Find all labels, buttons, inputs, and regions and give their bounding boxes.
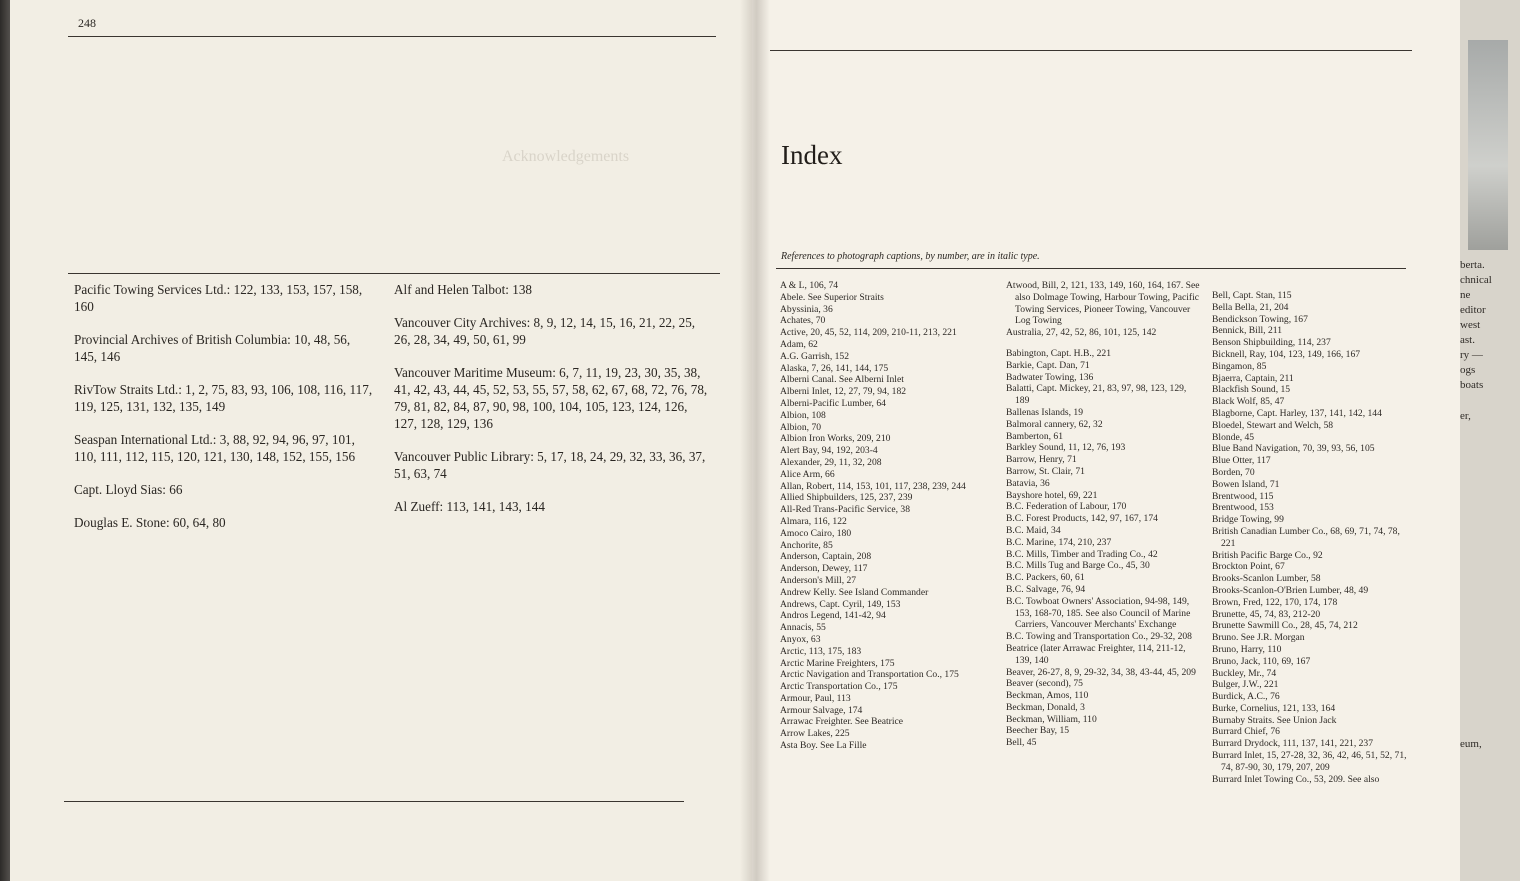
index-entry: Bendickson Towing, 167 [1212, 313, 1308, 325]
index-entry: B.C. Maid, 34 [1006, 524, 1061, 536]
index-entry: Bamberton, 61 [1006, 430, 1064, 442]
index-entry: Alaska, 7, 26, 141, 144, 175 [780, 362, 889, 374]
index-entry: Bruno, Harry, 110 [1212, 643, 1282, 655]
index-entry: Badwater Towing, 136 [1006, 371, 1094, 383]
index-entry: Albion Iron Works, 209, 210 [780, 433, 891, 445]
index-entry: Arctic Navigation and Transportation Co., 175 [780, 669, 959, 681]
index-entry: Bell, 45 [1006, 737, 1037, 749]
index-entry: Allan, Robert, 114, 153, 101, 117, 238, 239, 244 [780, 480, 966, 492]
credit-entry: Provincial Archives of British Columbia: 10, 48, 56, 145, 146 [74, 332, 351, 364]
index-entry: Bridge Towing, 99 [1212, 514, 1284, 526]
index-entry: Bjaerra, Captain, 211 [1212, 372, 1294, 384]
index-entry: Allied Shipbuilders, 125, 237, 239 [780, 492, 913, 504]
index-entry: Barkley Sound, 11, 12, 76, 193 [1006, 442, 1126, 454]
edge-text-fragment-2: er, [1460, 410, 1471, 422]
index-entry: Armour, Paul, 113 [780, 692, 851, 704]
index-column-2 [1006, 280, 1202, 749]
index-entry: Beaver, 26-27, 8, 9, 29-32, 34, 38, 43-44, 45, 209 [1006, 666, 1196, 678]
index-entry: Brentwood, 153 [1212, 502, 1274, 514]
index-entry: Beckman, William, 110 [1006, 713, 1097, 725]
index-column-1 [780, 280, 998, 752]
credit-entry: RivTow Straits Ltd.: 1, 2, 75, 83, 93, 106, 108, 116, 117, 119, 125, 131, 132, 135, 149 [74, 382, 373, 414]
edge-text-fragment-3: eum, [1460, 738, 1482, 750]
index-entry: British Pacific Barge Co., 92 [1212, 549, 1323, 561]
index-entry: Burrard Inlet Towing Co., 53, 209. See also [1212, 773, 1380, 785]
index-entry: Blue Band Navigation, 70, 39, 93, 56, 105 [1212, 443, 1375, 455]
edge-text-fragment: berta. chnical ne editor west ast. ry — ogs boats [1460, 259, 1492, 391]
credit-entry: Vancouver Maritime Museum: 6, 7, 11, 19, 23, 30, 35, 38, 41, 42, 43, 44, 45, 52, 53, 55, 57, 58, 62, 67, 68, 72, 76, 78, 79, 81, 82, 84, 87, 90, 98, 100, 104, 105, 123, 124, 126, 127, 128, 129, 136 [394, 365, 708, 431]
index-entry: Armour Salvage, 174 [780, 704, 863, 716]
index-entry: B.C. Packers, 60, 61 [1006, 572, 1085, 584]
index-entry: Blackfish Sound, 15 [1212, 384, 1291, 396]
index-column-3 [1212, 290, 1410, 785]
index-entry: Amoco Cairo, 180 [780, 527, 852, 539]
index-entry: B.C. Marine, 174, 210, 237 [1006, 536, 1112, 548]
index-entry: Beecher Bay, 15 [1006, 725, 1070, 737]
index-entry: Anyox, 63 [780, 633, 821, 645]
index-entry: Bicknell, Ray, 104, 123, 149, 166, 167 [1212, 348, 1361, 360]
index-entry: Burrard Inlet, 15, 27-28, 32, 36, 42, 46, 51, 52, 71, 74, 87-90, 30, 179, 207, 209 [1212, 750, 1407, 773]
index-entry: British Canadian Lumber Co., 68, 69, 71, 74, 78, 221 [1212, 525, 1400, 549]
index-entry: Arrow Lakes, 225 [780, 728, 850, 740]
index-entry: Burnaby Straits. See Union Jack [1212, 714, 1337, 726]
index-entry: Australia, 27, 42, 52, 86, 101, 125, 142 [1006, 327, 1157, 339]
index-entry: Benson Shipbuilding, 114, 237 [1212, 337, 1331, 349]
index-entry: Beckman, Donald, 3 [1006, 701, 1085, 713]
index-entry: Albion, 70 [780, 421, 822, 433]
index-entry: Borden, 70 [1212, 466, 1255, 478]
credits-column-1 [74, 281, 374, 547]
index-entry: Alice Arm, 66 [780, 468, 835, 480]
index-entry: Brockton Point, 67 [1212, 561, 1285, 573]
index-entry: Burrard Drydock, 111, 137, 141, 221, 237 [1212, 738, 1374, 750]
index-entry: Anderson, Dewey, 117 [780, 563, 868, 575]
index-entry: Bruno. See J.R. Morgan [1212, 632, 1305, 644]
index-entry: Alberni Inlet, 12, 27, 79, 94, 182 [780, 386, 907, 398]
index-entry: B.C. Mills, Timber and Trading Co., 42 [1006, 548, 1158, 560]
footer-rule [64, 801, 684, 802]
index-entry: Alexander, 29, 11, 32, 208 [780, 456, 882, 468]
adjacent-page-edge [1460, 0, 1520, 881]
index-title: Index [781, 140, 843, 170]
index-entry: Active, 20, 45, 52, 114, 209, 210-11, 213, 221 [780, 327, 957, 339]
index-entry: Andrews, Capt. Cyril, 149, 153 [780, 598, 901, 610]
index-entry: Bella Bella, 21, 204 [1212, 301, 1289, 313]
index-entry: Arctic Marine Freighters, 175 [780, 657, 895, 669]
index-entry: Adam, 62 [780, 338, 818, 350]
index-entry: Brentwood, 115 [1212, 490, 1274, 502]
index-entry: Brunette, 45, 74, 83, 212-20 [1212, 608, 1321, 620]
index-entry: Bulger, J.W., 221 [1212, 679, 1279, 691]
index-entry: B.C. Salvage, 76, 94 [1006, 583, 1086, 595]
index-entry: A.G. Garrish, 152 [780, 350, 850, 362]
index-entry: Annacis, 55 [780, 622, 826, 634]
index-entry: Arctic Transportation Co., 175 [780, 681, 898, 693]
credits-top-rule [68, 273, 720, 274]
index-entry: B.C. Federation of Labour, 170 [1006, 501, 1127, 513]
index-entry: Bayshore hotel, 69, 221 [1006, 489, 1098, 501]
index-entry: A & L, 106, 74 [780, 280, 839, 291]
index-entry: Alert Bay, 94, 192, 203-4 [780, 445, 878, 457]
index-entry: Barrow, St. Clair, 71 [1006, 465, 1085, 477]
index-note: References to photograph captions, by number, are in italic type. [781, 251, 1040, 262]
header-rule-right [770, 50, 1412, 51]
index-entry: Andros Legend, 141-42, 94 [780, 610, 886, 622]
index-entry: B.C. Forest Products, 142, 97, 167, 174 [1006, 513, 1158, 525]
index-entry: Blagborne, Capt. Harley, 137, 141, 142, 144 [1212, 407, 1382, 419]
index-entry: Asta Boy. See La Fille [780, 740, 867, 752]
index-entry: All-Red Trans-Pacific Service, 38 [780, 504, 911, 516]
index-entry: Brooks-Scanlon-O'Brien Lumber, 48, 49 [1212, 584, 1369, 596]
index-entry: Atwood, Bill, 2, 121, 133, 149, 160, 164, 167. See also Dolmage Towing, Harbour Towing, Pacific Towing Services, Pioneer Towing, Vancouver Log Towing [1006, 280, 1200, 327]
index-entry: Bruno, Jack, 110, 69, 167 [1212, 655, 1311, 667]
header-rule [68, 36, 716, 37]
index-entry: Babington, Capt. H.B., 221 [1006, 347, 1111, 359]
index-entry: Alberni Canal. See Alberni Inlet [780, 374, 904, 386]
index-entry: Achates, 70 [780, 315, 826, 327]
index-entry: Arrawac Freighter. See Beatrice [780, 716, 904, 728]
index-entry: Burke, Cornelius, 121, 133, 164 [1212, 702, 1336, 714]
index-entry: Bingamon, 85 [1212, 360, 1267, 372]
index-entry: Brown, Fred, 122, 170, 174, 178 [1212, 596, 1338, 608]
index-entry: Buckley, Mr., 74 [1212, 667, 1277, 679]
index-entry: Bowen Island, 71 [1212, 478, 1280, 490]
left-page [10, 0, 752, 881]
edge-photo [1468, 40, 1508, 250]
index-entry: B.C. Towing and Transportation Co., 29-32, 208 [1006, 631, 1192, 643]
credit-entry: Vancouver Public Library: 5, 17, 18, 24, 29, 32, 33, 36, 37, 51, 63, 74 [394, 449, 706, 481]
ghost-title: Acknowledgements [502, 148, 630, 165]
index-entry: Abele. See Superior Straits [780, 291, 884, 303]
credit-entry: Alf and Helen Talbot: 138 [394, 282, 533, 297]
index-entry: Abyssinia, 36 [780, 303, 833, 315]
index-entry: Brooks-Scanlon Lumber, 58 [1212, 573, 1321, 585]
index-entry: Arctic, 113, 175, 183 [780, 645, 862, 657]
index-entry: Anchorite, 85 [780, 539, 833, 551]
credit-entry: Capt. Lloyd Sias: 66 [74, 482, 183, 497]
book-gutter [740, 0, 770, 881]
credit-entry: Al Zueff: 113, 141, 143, 144 [394, 499, 545, 514]
index-entry: Blonde, 45 [1212, 431, 1255, 443]
index-entry: Andrew Kelly. See Island Commander [780, 586, 929, 598]
index-entry: Beckman, Amos, 110 [1006, 690, 1089, 702]
index-entry: Bell, Capt. Stan, 115 [1212, 290, 1292, 301]
index-entry: Albion, 108 [780, 409, 826, 421]
index-entry: Beatrice (later Arrawac Freighter, 114, 211-12, 139, 140 [1006, 642, 1186, 666]
index-entry: Almara, 116, 122 [780, 515, 847, 527]
index-entry: Barkie, Capt. Dan, 71 [1006, 359, 1090, 371]
index-entry: Brunette Sawmill Co., 28, 45, 74, 212 [1212, 620, 1358, 632]
index-entry: Beaver (second), 75 [1006, 678, 1083, 690]
index-entry: Balatti, Capt. Mickey, 21, 83, 97, 98, 123, 129, 189 [1006, 383, 1187, 407]
credit-entry: Seaspan International Ltd.: 3, 88, 92, 94, 96, 97, 101, 110, 111, 112, 115, 120, 121, 130, 148, 152, 155, 156 [74, 432, 356, 464]
index-entry: Barrow, Henry, 71 [1006, 454, 1077, 466]
credit-entry: Pacific Towing Services Ltd.: 122, 133, 153, 157, 158, 160 [74, 282, 363, 314]
index-entry: Anderson's Mill, 27 [780, 574, 857, 586]
index-entry: Bloedel, Stewart and Welch, 58 [1212, 419, 1334, 431]
index-entry: Ballenas Islands, 19 [1006, 406, 1084, 418]
credits-column-2 [394, 281, 712, 531]
index-entry: Burrard Chief, 76 [1212, 726, 1280, 738]
index-entry: Black Wolf, 85, 47 [1212, 396, 1285, 408]
index-entry: Batavia, 36 [1006, 477, 1050, 489]
credit-entry: Vancouver City Archives: 8, 9, 12, 14, 15, 16, 21, 22, 25, 26, 28, 34, 49, 50, 61, 99 [394, 315, 696, 347]
index-entry: B.C. Mills Tug and Barge Co., 45, 30 [1006, 560, 1150, 572]
index-note-rule [776, 268, 1406, 269]
credit-entry: Douglas E. Stone: 60, 64, 80 [74, 515, 226, 530]
page-number: 248 [78, 16, 96, 30]
index-entry: Anderson, Captain, 208 [780, 551, 872, 563]
index-entry: B.C. Towboat Owners' Association, 94-98, 149, 153, 168-70, 185. See also Council of Marine Carriers, Vancouver Merchants' Exchange [1006, 595, 1191, 631]
index-entry: Blue Otter, 117 [1212, 455, 1271, 467]
index-entry: Balmoral cannery, 62, 32 [1006, 418, 1103, 430]
index-entry: Bennick, Bill, 211 [1212, 325, 1282, 337]
index-entry: Alberni-Pacific Lumber, 64 [780, 397, 886, 409]
index-entry: Burdick, A.C., 76 [1212, 691, 1280, 703]
